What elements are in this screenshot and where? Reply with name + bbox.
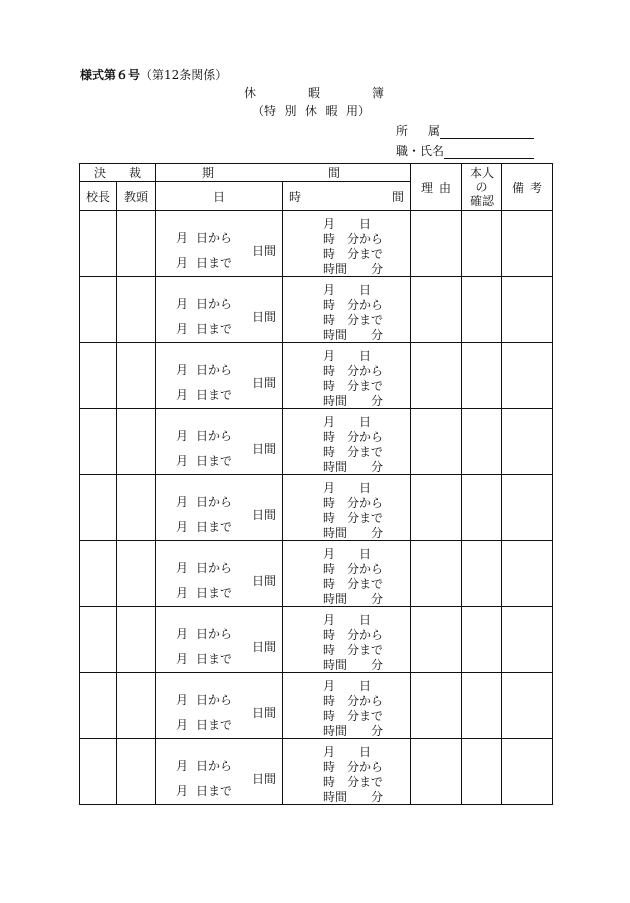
- minute-from-label: 分から: [347, 298, 384, 312]
- confirm-char: 本: [470, 166, 483, 180]
- time-range-cell[interactable]: [283, 541, 411, 607]
- time-range-cell[interactable]: [283, 211, 411, 277]
- hour-label: 時: [323, 562, 336, 576]
- confirm-cell[interactable]: [462, 673, 502, 739]
- reason-cell[interactable]: [411, 673, 462, 739]
- day-from: [176, 625, 232, 642]
- month-label: 月: [323, 415, 336, 429]
- day-to: [176, 518, 232, 535]
- time-range-cell[interactable]: [283, 607, 411, 673]
- title-char: 暇: [307, 86, 320, 100]
- table-row: [80, 541, 553, 607]
- minutes-label: 分: [371, 724, 384, 738]
- day-to-label: 日まで: [196, 718, 233, 732]
- time-total: [323, 590, 383, 607]
- minutes-label: 分: [371, 460, 384, 474]
- hours-label: 時間: [323, 724, 348, 738]
- affiliation-line[interactable]: [440, 126, 534, 139]
- confirm-cell[interactable]: [462, 343, 502, 409]
- reason-cell[interactable]: [411, 211, 462, 277]
- reason-char: 理: [421, 180, 434, 195]
- vice-principal-seal-cell[interactable]: [117, 739, 156, 805]
- time-total: [323, 458, 383, 475]
- month-label: 月: [323, 613, 336, 627]
- hour-label: 時: [323, 775, 336, 789]
- day-to: [176, 716, 232, 733]
- time-total: [323, 656, 383, 673]
- hour-label: 時: [323, 445, 336, 459]
- day-count: 日間: [251, 772, 276, 786]
- subtitle-part: 別: [284, 104, 297, 118]
- approval-char: 裁: [128, 166, 141, 180]
- day-range-cell[interactable]: [156, 673, 283, 739]
- minutes-label: 分: [371, 394, 384, 408]
- minutes-label: 分: [371, 790, 384, 804]
- hour-label: 時: [323, 709, 336, 723]
- time-total: [323, 722, 383, 739]
- day-to-label: 日まで: [196, 322, 233, 336]
- minute-to-label: 分まで: [347, 445, 384, 459]
- day-to: [176, 452, 232, 469]
- time-range-cell[interactable]: [283, 409, 411, 475]
- hours-label: 時間: [323, 394, 348, 408]
- confirm-cell[interactable]: [462, 541, 502, 607]
- day-label: 日: [359, 349, 372, 363]
- month-label: 月: [323, 349, 336, 363]
- day-to: [176, 650, 232, 667]
- name-line[interactable]: [444, 146, 534, 159]
- table-row: [80, 673, 553, 739]
- confirm-cell[interactable]: [462, 409, 502, 475]
- minute-from-label: 分から: [347, 232, 384, 246]
- name-field[interactable]: [396, 142, 534, 159]
- period-header: [156, 164, 411, 182]
- month-label: 月: [323, 745, 336, 759]
- name-label: 職・氏名: [396, 144, 445, 158]
- confirm-char: 認: [482, 194, 495, 208]
- remarks-cell[interactable]: [502, 739, 553, 805]
- reason-cell[interactable]: [411, 475, 462, 541]
- day-from-label: 日から: [196, 627, 233, 641]
- principal-seal-cell[interactable]: [80, 739, 117, 805]
- hours-label: 時間: [323, 262, 348, 276]
- day-from: [176, 361, 232, 378]
- remarks-cell[interactable]: [502, 541, 553, 607]
- minute-from-label: 分から: [347, 562, 384, 576]
- period-char: 期: [202, 166, 215, 180]
- day-from: [176, 427, 232, 444]
- month-label: 月: [176, 256, 189, 270]
- minute-to-label: 分まで: [347, 709, 384, 723]
- day-label: 日: [359, 679, 372, 693]
- day-to-label: 日まで: [196, 784, 233, 798]
- minute-to-label: 分まで: [347, 511, 384, 525]
- hour-label: 時: [323, 379, 336, 393]
- day-to-label: 日まで: [196, 388, 233, 402]
- day-to-label: 日まで: [196, 586, 233, 600]
- day-from: [176, 559, 232, 576]
- affiliation-field[interactable]: [396, 122, 534, 139]
- table-row: [80, 409, 553, 475]
- minute-from-label: 分から: [347, 628, 384, 642]
- hours-label: 時間: [323, 328, 348, 342]
- time-range-cell[interactable]: [283, 343, 411, 409]
- hour-label: 時: [323, 760, 336, 774]
- month-label: 月: [176, 627, 189, 641]
- time-header: [283, 182, 411, 211]
- vice-principal-seal-cell[interactable]: [117, 211, 156, 277]
- day-label: 日: [359, 481, 372, 495]
- affiliation-label: [396, 122, 440, 139]
- minute-from-label: 分から: [347, 496, 384, 510]
- hour-label: 時: [323, 643, 336, 657]
- time-total: [323, 260, 383, 277]
- month-label: 月: [176, 231, 189, 245]
- minutes-label: 分: [371, 328, 384, 342]
- time-range-cell[interactable]: [283, 739, 411, 805]
- confirm-char: 確: [470, 194, 483, 208]
- day-from-label: 日から: [196, 363, 233, 377]
- period-char: 間: [327, 166, 340, 180]
- hour-label: 時: [323, 232, 336, 246]
- remarks-cell[interactable]: [502, 475, 553, 541]
- hour-label: 時: [323, 430, 336, 444]
- vice-principal-seal-cell[interactable]: [117, 343, 156, 409]
- hours-label: 時間: [323, 658, 348, 672]
- hours-label: 時間: [323, 460, 348, 474]
- day-label: 日: [359, 745, 372, 759]
- minute-from-label: 分から: [347, 430, 384, 444]
- subtitle-part: （特: [252, 104, 277, 118]
- vice-principal-seal-cell[interactable]: [117, 673, 156, 739]
- principal-header: 校長: [80, 182, 117, 211]
- month-label: 月: [176, 586, 189, 600]
- month-label: 月: [176, 652, 189, 666]
- day-count: 日間: [251, 376, 276, 390]
- day-label: 日: [359, 217, 372, 231]
- month-label: 月: [176, 759, 189, 773]
- hour-label: 時: [323, 247, 336, 261]
- day-range-cell[interactable]: [156, 475, 283, 541]
- page-subtitle: [252, 102, 370, 119]
- remarks-char: 考: [529, 180, 542, 195]
- header-row-1: [80, 164, 553, 182]
- day-to-label: 日まで: [196, 652, 233, 666]
- month-label: 月: [176, 561, 189, 575]
- day-to-label: 日まで: [196, 256, 233, 270]
- month-label: 月: [323, 217, 336, 231]
- time-char: 時: [289, 189, 302, 204]
- day-from: [176, 493, 232, 510]
- minutes-label: 分: [371, 262, 384, 276]
- minute-to-label: 分まで: [347, 379, 384, 393]
- principal-seal-cell[interactable]: [80, 277, 117, 343]
- vice-principal-seal-cell[interactable]: [117, 607, 156, 673]
- month-label: 月: [176, 454, 189, 468]
- month-label: 月: [176, 495, 189, 509]
- remarks-header: [502, 164, 553, 211]
- table-row: [80, 277, 553, 343]
- reason-char: 由: [438, 180, 451, 195]
- time-total: [323, 524, 383, 541]
- remarks-cell[interactable]: [502, 277, 553, 343]
- hour-label: 時: [323, 694, 336, 708]
- subtitle-part: 用）: [345, 104, 370, 118]
- principal-seal-cell[interactable]: [80, 475, 117, 541]
- approval-char: 決: [94, 166, 107, 180]
- confirm-char: 人: [482, 166, 495, 180]
- day-range-cell[interactable]: [156, 343, 283, 409]
- day-from-label: 日から: [196, 693, 233, 707]
- hour-label: 時: [323, 577, 336, 591]
- principal-seal-cell[interactable]: [80, 409, 117, 475]
- month-label: 月: [176, 297, 189, 311]
- minute-to-label: 分まで: [347, 313, 384, 327]
- vice-principal-seal-cell[interactable]: [117, 475, 156, 541]
- minute-to-label: 分まで: [347, 643, 384, 657]
- time-total: [323, 392, 383, 409]
- day-to: [176, 386, 232, 403]
- leave-table: [79, 163, 553, 805]
- day-to: [176, 320, 232, 337]
- table-row: [80, 739, 553, 805]
- hour-label: 時: [323, 313, 336, 327]
- minutes-label: 分: [371, 592, 384, 606]
- reason-cell[interactable]: [411, 277, 462, 343]
- minute-to-label: 分まで: [347, 247, 384, 261]
- hour-label: 時: [323, 496, 336, 510]
- day-count: 日間: [251, 574, 276, 588]
- vice-principal-header: 教頭: [117, 182, 156, 211]
- vice-principal-seal-cell[interactable]: [117, 277, 156, 343]
- affiliation-label-b: 属: [427, 124, 440, 138]
- principal-seal-cell[interactable]: [80, 673, 117, 739]
- day-count: 日間: [251, 508, 276, 522]
- hours-label: 時間: [323, 526, 348, 540]
- time-total: [323, 326, 383, 343]
- day-count: 日間: [251, 244, 276, 258]
- minute-from-label: 分から: [347, 760, 384, 774]
- month-label: 月: [176, 718, 189, 732]
- day-label: 日: [359, 283, 372, 297]
- day-range-cell[interactable]: [156, 277, 283, 343]
- confirm-char: の: [475, 180, 488, 194]
- month-label: 月: [323, 481, 336, 495]
- subtitle-part: 暇: [325, 104, 338, 118]
- month-label: 月: [323, 547, 336, 561]
- hours-label: 時間: [323, 592, 348, 606]
- hour-label: 時: [323, 364, 336, 378]
- day-from-label: 日から: [196, 759, 233, 773]
- minute-to-label: 分まで: [347, 775, 384, 789]
- reason-cell[interactable]: [411, 541, 462, 607]
- hour-label: 時: [323, 511, 336, 525]
- remarks-char: 備: [512, 180, 525, 195]
- minutes-label: 分: [371, 658, 384, 672]
- reason-cell[interactable]: [411, 409, 462, 475]
- day-from-label: 日から: [196, 561, 233, 575]
- time-total: [323, 788, 383, 805]
- form-number: [80, 66, 227, 83]
- confirm-cell[interactable]: [462, 739, 502, 805]
- affiliation-label-a: 所: [396, 124, 409, 138]
- day-count: 日間: [251, 442, 276, 456]
- remarks-cell[interactable]: [502, 607, 553, 673]
- table-row: [80, 475, 553, 541]
- month-label: 月: [323, 283, 336, 297]
- minute-from-label: 分から: [347, 364, 384, 378]
- reason-cell[interactable]: [411, 739, 462, 805]
- month-label: 月: [176, 784, 189, 798]
- form-reference: （第12条関係）: [140, 68, 228, 82]
- day-range-cell[interactable]: [156, 607, 283, 673]
- reason-header: [411, 164, 462, 211]
- day-to: [176, 782, 232, 799]
- month-label: 月: [176, 520, 189, 534]
- day-from: [176, 295, 232, 312]
- principal-seal-cell[interactable]: [80, 541, 117, 607]
- day-from: [176, 757, 232, 774]
- day-range-cell[interactable]: [156, 211, 283, 277]
- approval-header: [80, 164, 156, 182]
- hour-label: 時: [323, 628, 336, 642]
- table-row: [80, 607, 553, 673]
- form-number-label: 様式第６号: [80, 68, 141, 82]
- day-to: [176, 254, 232, 271]
- day-to-label: 日まで: [196, 520, 233, 534]
- minutes-label: 分: [371, 526, 384, 540]
- day-range-cell[interactable]: [156, 541, 283, 607]
- confirm-cell[interactable]: [462, 277, 502, 343]
- day-from-label: 日から: [196, 231, 233, 245]
- day-from: [176, 691, 232, 708]
- principal-seal-cell[interactable]: [80, 607, 117, 673]
- vice-principal-seal-cell[interactable]: [117, 541, 156, 607]
- page-title: [244, 84, 384, 101]
- time-range-cell[interactable]: [283, 475, 411, 541]
- vice-principal-seal-cell[interactable]: [117, 409, 156, 475]
- principal-seal-cell[interactable]: [80, 343, 117, 409]
- day-to: [176, 584, 232, 601]
- confirm-cell[interactable]: [462, 475, 502, 541]
- table-row: [80, 211, 553, 277]
- day-from-label: 日から: [196, 495, 233, 509]
- title-char: 簿: [371, 86, 384, 100]
- day-from-label: 日から: [196, 429, 233, 443]
- day-range-cell[interactable]: [156, 739, 283, 805]
- remarks-cell[interactable]: [502, 211, 553, 277]
- principal-seal-cell[interactable]: [80, 211, 117, 277]
- time-char: 間: [391, 189, 404, 204]
- day-label: 日: [359, 415, 372, 429]
- day-range-cell[interactable]: [156, 409, 283, 475]
- day-from-label: 日から: [196, 297, 233, 311]
- day-count: 日間: [251, 640, 276, 654]
- reason-cell[interactable]: [411, 343, 462, 409]
- day-to-label: 日まで: [196, 454, 233, 468]
- minute-to-label: 分まで: [347, 577, 384, 591]
- day-count: 日間: [251, 706, 276, 720]
- table-row: [80, 343, 553, 409]
- month-label: 月: [176, 388, 189, 402]
- reason-cell[interactable]: [411, 607, 462, 673]
- day-label: 日: [359, 547, 372, 561]
- remarks-cell[interactable]: [502, 673, 553, 739]
- remarks-cell[interactable]: [502, 409, 553, 475]
- title-char: 休: [244, 86, 257, 100]
- hours-label: 時間: [323, 790, 348, 804]
- month-label: 月: [176, 363, 189, 377]
- confirm-header: [462, 164, 502, 211]
- day-from: [176, 229, 232, 246]
- month-label: 月: [176, 693, 189, 707]
- day-count: 日間: [251, 310, 276, 324]
- day-label: 日: [359, 613, 372, 627]
- confirm-cell[interactable]: [462, 211, 502, 277]
- day-header: 日: [156, 182, 283, 211]
- subtitle-part: 休: [304, 104, 317, 118]
- month-label: 月: [176, 429, 189, 443]
- time-range-cell[interactable]: [283, 277, 411, 343]
- confirm-cell[interactable]: [462, 607, 502, 673]
- month-label: 月: [323, 679, 336, 693]
- minute-from-label: 分から: [347, 694, 384, 708]
- time-range-cell[interactable]: [283, 673, 411, 739]
- remarks-cell[interactable]: [502, 343, 553, 409]
- month-label: 月: [176, 322, 189, 336]
- hour-label: 時: [323, 298, 336, 312]
